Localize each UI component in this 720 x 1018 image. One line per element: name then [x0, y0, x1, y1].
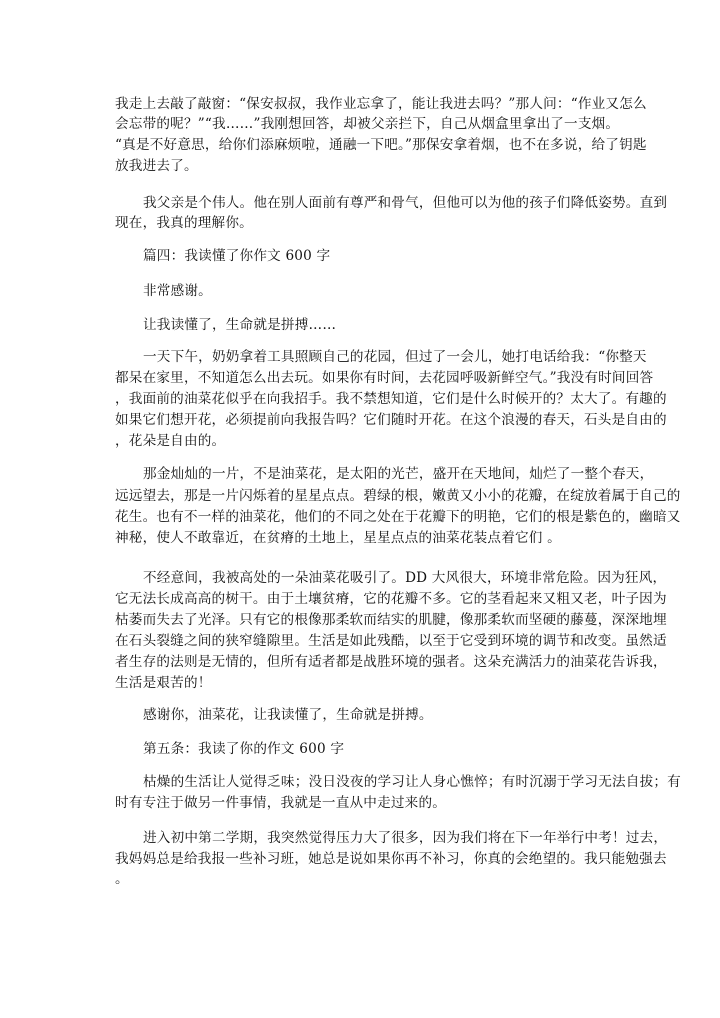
text-line: 花生。也有不一样的油菜花，他们的不同之处在于花瓣下的明艳，它们的根是紫色的，幽暗又	[115, 509, 681, 525]
text-line: 那金灿灿的一片，不是油菜花，是太阳的光芒，盛开在天地间，灿烂了一整个春天，	[143, 466, 654, 482]
text-line: 让我读懂了，生命就是拼搏……	[143, 317, 337, 333]
text-line: 一天下午，奶奶拿着工具照顾自己的花园，但过了一会儿，她打电话给我：“你整天	[143, 349, 647, 365]
text-line: 者生存的法则是无情的，但所有适者都是战胜环境的强者。这朵充满活力的油菜花告诉我，	[115, 654, 667, 670]
section-heading: 第五条：我读了你的作文 600 字	[143, 741, 345, 757]
text-line: 它无法长成高高的树干。由于土壤贫瘠，它的花瓣不多。它的茎看起来又粗又老，叶子因为	[115, 591, 667, 607]
text-line: 都呆在家里，不知道怎么出去玩。如果你有时间，去花园呼吸新鲜空气。”我没有时间回答	[115, 370, 654, 386]
text-line: 放我进去了。	[115, 158, 198, 174]
text-line: 不经意间，我被高处的一朵油菜花吸引了。DD 大风很大，环境非常危险。因为狂风，	[143, 570, 667, 586]
text-line: 在石头裂缝之间的狭窄缝隙里。生活是如此残酷，以至于它受到环境的调节和改变。虽然适	[115, 633, 667, 649]
text-line: ，我面前的油菜花似乎在向我招手。我不禁想知道，它们是什么时候开的？太大了。有趣的	[115, 391, 667, 407]
text-line: 会忘带的呢？”“我……”我刚想回答，却被父亲拦下，自己从烟盒里拿出了一支烟。	[115, 116, 620, 132]
text-line: 生活是艰苦的！	[115, 675, 212, 691]
text-line: 时有专注于做另一件事情，我就是一直从中走过来的。	[115, 795, 447, 811]
text-line: 。	[115, 871, 129, 887]
text-line: 枯燥的生活让人觉得乏味；没日没夜的学习让人身心憔悴；有时沉溺于学习无法自拔；有	[143, 774, 681, 790]
text-line: 我妈妈总是给我报一些补习班，她总是说如果你再不补习，你真的会绝望的。我只能勉强去	[115, 851, 667, 867]
text-line: ，花朵是自由的。	[115, 433, 226, 449]
text-line: 我父亲是个伟人。他在别人面前有尊严和骨气，但他可以为他的孩子们降低姿势。直到	[143, 195, 668, 211]
text-line: 现在，我真的理解你。	[115, 215, 253, 231]
text-line: 我走上去敲了敲窗：“保安叔叔，我作业忘拿了，能让我进去吗？”那人问：“作业又怎么	[115, 96, 647, 112]
text-line: 进入初中第二学期，我突然觉得压力大了很多，因为我们将在下一年举行中考！过去，	[143, 830, 668, 846]
text-line: 如果它们想开花，必须提前向我报告吗？它们随时开花。在这个浪漫的春天，石头是自由的	[115, 412, 667, 428]
text-line: 枯萎而失去了光泽。只有它的根像那柔软而结实的肌腱，像那柔软而坚硬的藤蔓，深深地埋	[115, 612, 667, 628]
text-line: 感谢你，油菜花，让我读懂了，生命就是拼搏。	[143, 707, 433, 723]
text-line: “真是不好意思，给你们添麻烦啦，通融一下吧。”那保安拿着烟，也不在多说，给了钥匙	[115, 137, 647, 153]
text-line: 神秘，使人不敢靠近，在贫瘠的土地上，星星点点的油菜花装点着它们 。	[115, 530, 561, 546]
section-heading: 篇四：我读懂了你作文 600 字	[143, 248, 331, 264]
text-line: 非常感谢。	[143, 283, 212, 299]
text-line: 远远望去，那是一片闪烁着的星星点点。碧绿的根，嫩黄又小小的花瓣，在绽放着属于自己的	[115, 488, 681, 504]
